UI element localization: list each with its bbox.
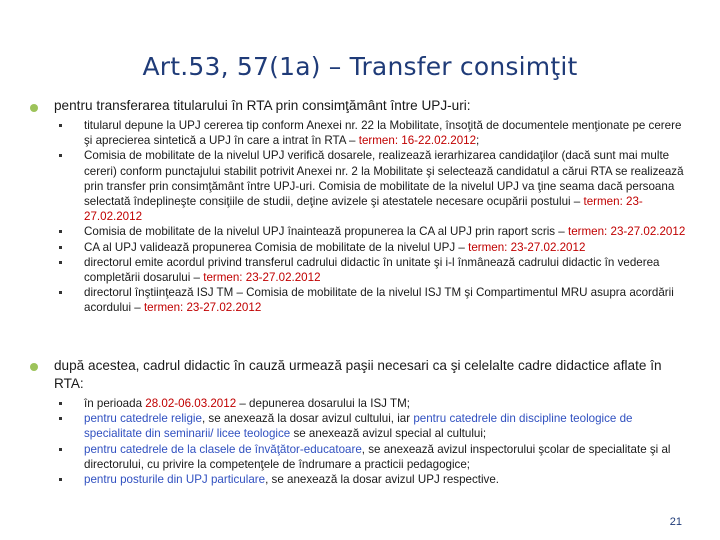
deadline: termen: 23-27.02.2012 [203, 271, 321, 285]
list-item: pentru catedrele de la clasele de învăţător-educatoare, se anexează avizul inspectorului şcolar de specialitate şi al directorului, cu privire la competenţele de îndrumare a practicii pedagogice; [84, 442, 690, 472]
section2-heading: după acestea, cadrul didactic în cauză urmează paşii necesari ca şi celelalte cadre didactice aflate în RTA: [54, 358, 662, 391]
list-item: CA al UPJ validează propunerea Comisia de mobilitate de la nivelul UPJ – termen: 23-27.02.2012 [84, 240, 690, 255]
square-bullet-icon [59, 230, 62, 233]
section2-list [84, 396, 690, 487]
deadline: termen: 23-27.02.2012 [567, 225, 686, 239]
square-bullet-icon [59, 124, 62, 127]
deadline: termen: 23-27.02.2012 [143, 301, 262, 315]
square-bullet-icon [59, 448, 62, 451]
section1-heading: pentru transferarea titularului în RTA prin consimţământ între UPJ-uri: [54, 98, 471, 113]
square-bullet-icon [59, 417, 62, 420]
square-bullet-icon [59, 246, 62, 249]
list-item: pentru catedrele religie, se anexează la dosar avizul cultului, iar pentru catedrele din discipline teologice de specialitate din seminarii/ licee teologice se anexează avizul special al cultului; [84, 411, 690, 441]
deadline: termen: 16-22.02.2012 [358, 134, 477, 148]
deadline: termen: 23-27.02.2012 [468, 240, 586, 254]
square-bullet-icon [59, 154, 62, 157]
deadline: termen: 23-27.02.2012 [84, 195, 643, 224]
page-number: 21 [669, 516, 682, 528]
list-item: directorul emite acordul privind transferul cadrului didactic în unitate şi i-l înmânează cadrului didactic în vederea completării dosarului – termen: 23-27.02.2012 [84, 255, 690, 285]
list-item: titularul depune la UPJ cererea tip conform Anexei nr. 22 la Mobilitate, însoţită de documentele menţionate pe cerere şi aprecierea sintetică a UPJ în care a intrat în RTA – termen: 16-22.02.2012; [84, 118, 690, 148]
period: 28.02-06.03.2012 [145, 397, 237, 410]
list-item: directorul înştiinţează ISJ TM – Comisia de mobilitate de la nivelul ISJ TM şi Compartimentul MRU asupra acordării acordului – termen: 23-27.02.2012 [84, 285, 690, 315]
square-bullet-icon [59, 402, 62, 405]
square-bullet-icon [59, 291, 62, 294]
bullet-dot-icon [30, 363, 38, 371]
list-item: pentru posturile din UPJ particulare, se anexează la dosar avizul UPJ respective. [84, 472, 690, 487]
bullet-dot-icon [30, 104, 38, 112]
list-item: Comisia de mobilitate de la nivelul UPJ înaintează propunerea la CA al UPJ prin raport scris – termen: 23-27.02.2012 [84, 224, 690, 239]
square-bullet-icon [59, 478, 62, 481]
square-bullet-icon [59, 261, 62, 264]
slide-title: Art.53, 57(1a) – Transfer consimţit [142, 52, 578, 81]
list-item: în perioada 28.02-06.03.2012 – depunerea dosarului la ISJ TM; [84, 396, 690, 411]
section1-list [84, 118, 690, 316]
list-item: Comisia de mobilitate de la nivelul UPJ verifică dosarele, realizează ierarhizarea candidaţilor (dacă sunt mai multe cereri) conform punctajului stabilit potrivit Anexei nr. 2 la Mobilitate şi selectează candidatul a cărui RTA se realizează prin transfer prin consimţământ între UPJ-uri. Comisia de mobilitate de la nivelul UPJ va ţine seama dacă persoana selectată îndeplineşte consiţiile de studii, deţine avizele şi atestatele necesare ocupării postului – termen: 23-27.02.2012 [84, 148, 690, 224]
